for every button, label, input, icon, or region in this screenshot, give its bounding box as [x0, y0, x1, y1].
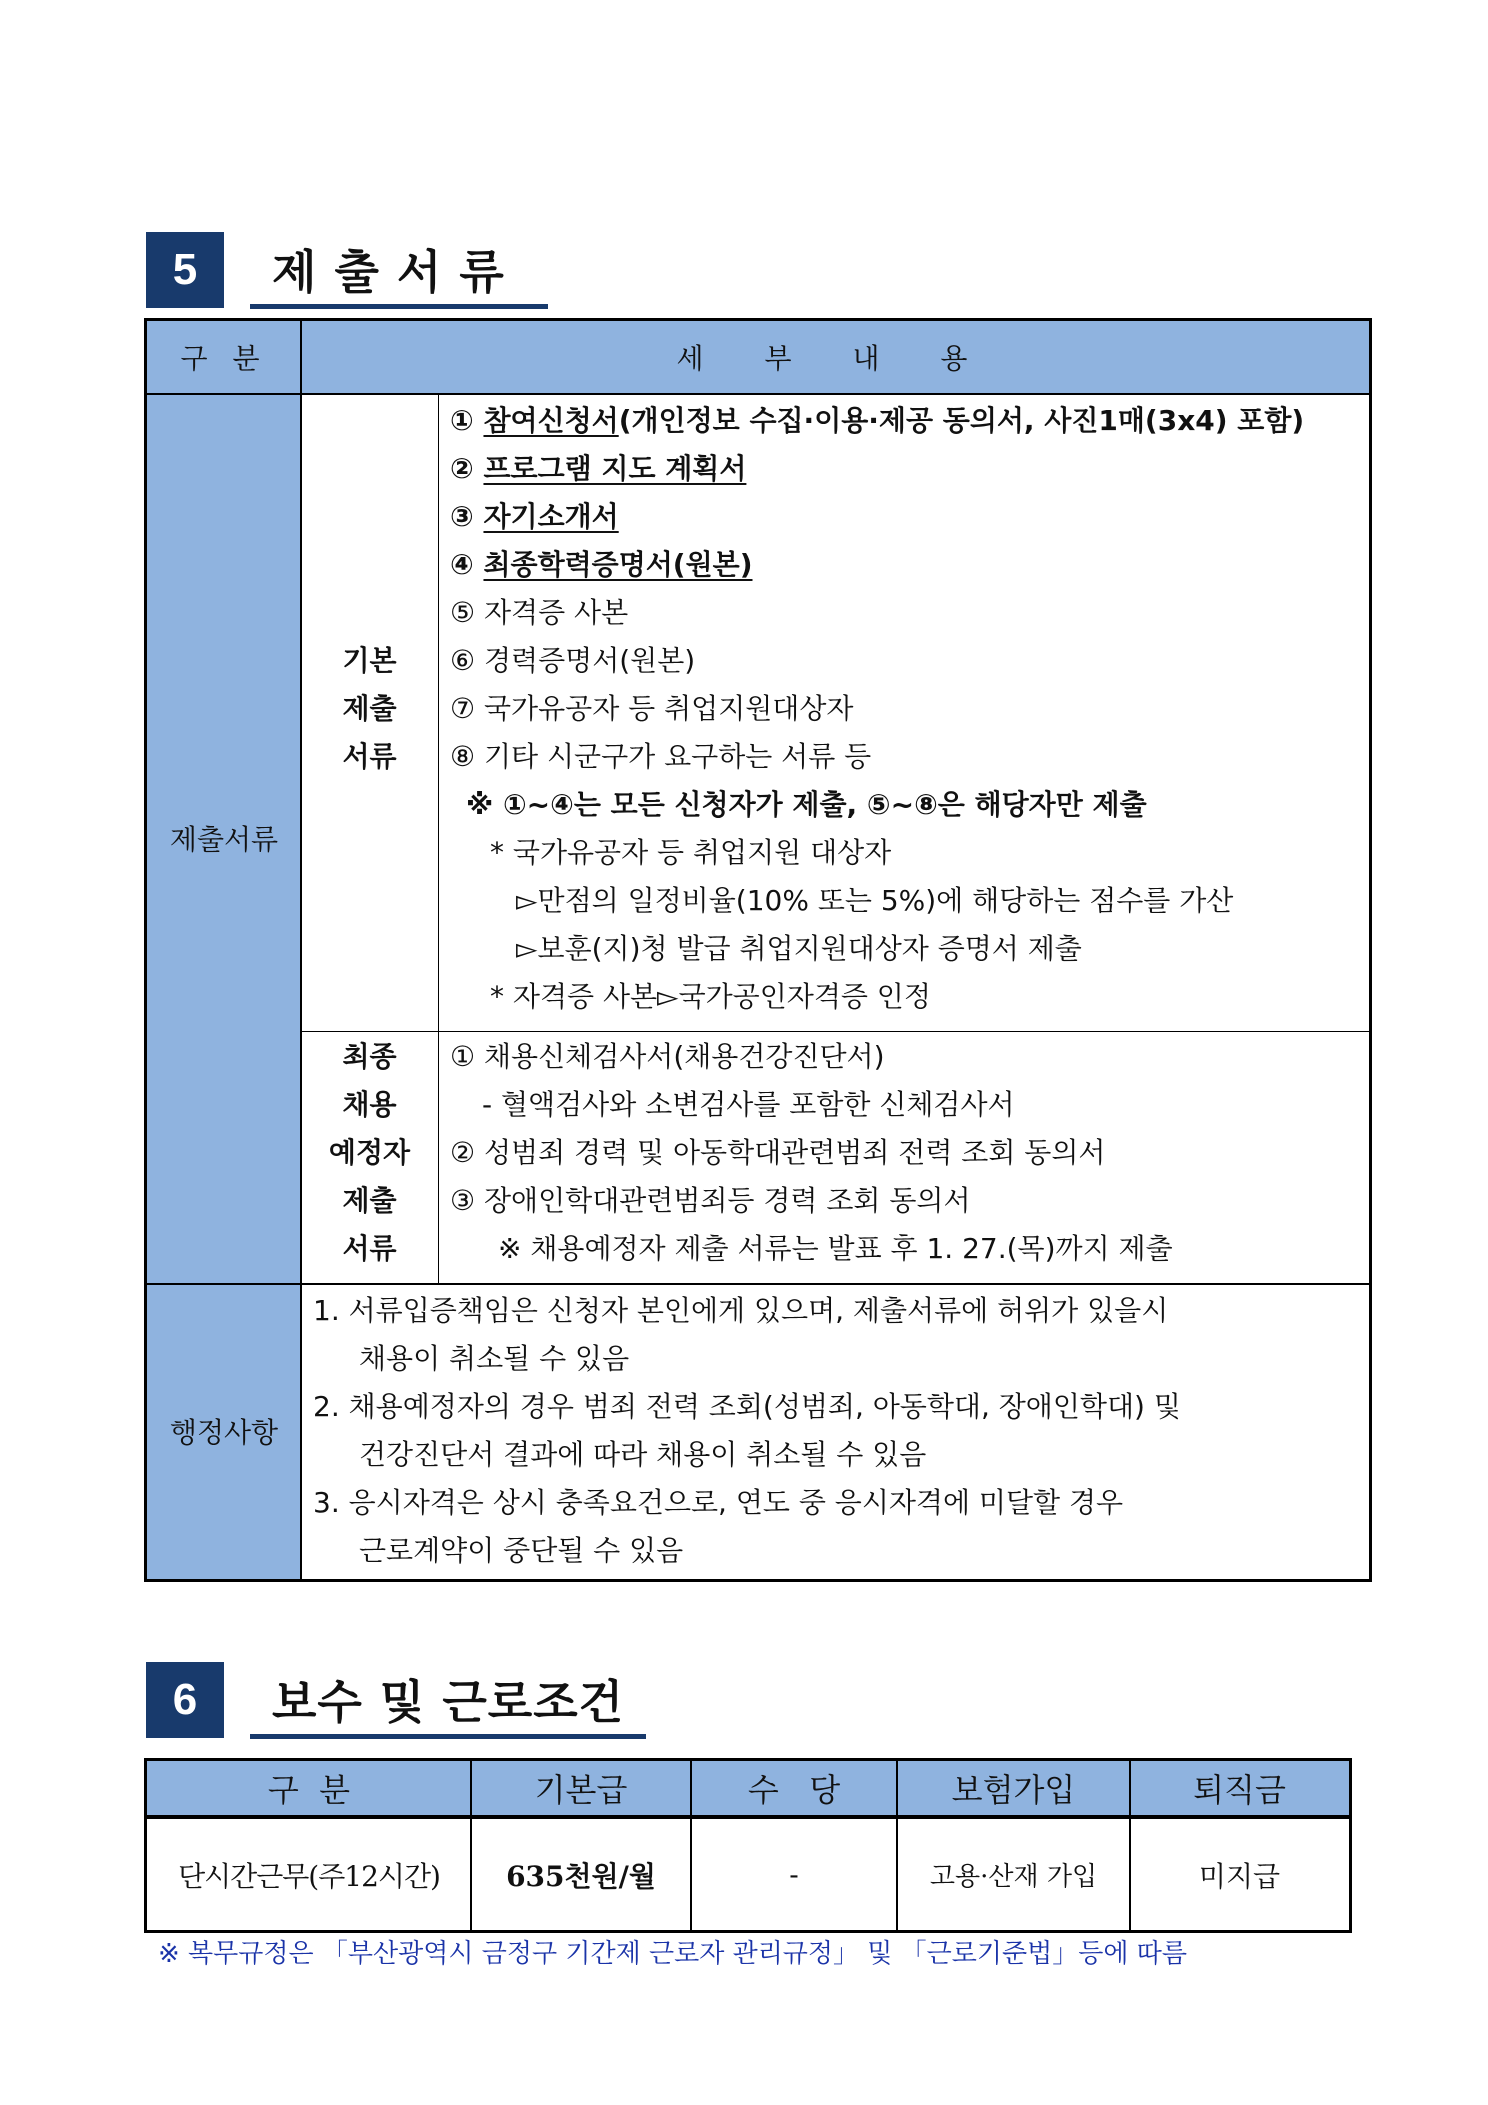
sub-note: ▻보훈(지)청 발급 취업지원대상자 증명서 제출	[516, 932, 1082, 965]
row-label: 제출서류	[169, 823, 279, 856]
header-label: 세 부 내 용	[676, 342, 994, 375]
list-item: - 혈액검사와 소변검사를 포함한 신체검사서	[482, 1088, 1015, 1121]
table-cell: 635천원/월	[506, 1859, 656, 1893]
row-label: 행정사항	[169, 1416, 279, 1449]
label-line: 제출	[342, 1184, 397, 1217]
list-item: ⑥ 경력증명서(원본)	[450, 644, 696, 677]
admin-line: 채용이 취소될 수 있음	[359, 1342, 630, 1375]
header-label: 구 분	[180, 342, 268, 375]
label-line: 채용	[342, 1088, 397, 1121]
admin-notes	[313, 1287, 1181, 1575]
admin-line: 3. 응시자격은 상시 충족요건으로, 연도 중 응시자격에 미달할 경우	[313, 1486, 1124, 1519]
label-line: 제출	[342, 692, 397, 725]
admin-line: 근로계약이 중단될 수 있음	[359, 1534, 684, 1567]
grid-line	[147, 393, 1369, 395]
label-line: 서류	[342, 740, 397, 773]
list-item: ③ 자기소개서	[450, 500, 619, 533]
regulation-note: ※ 복무규정은 「부산광역시 금정구 기간제 근로자 관리규정」 및 「근로기준법」등에 따름	[158, 1939, 1187, 1969]
table-header-detail	[301, 321, 1369, 393]
basic-docs-label	[301, 637, 438, 781]
grid-line	[301, 1031, 1369, 1032]
label-line: 서류	[342, 1232, 397, 1265]
section-title: 제 출 서 류	[272, 245, 505, 299]
list-item: ② 프로그램 지도 계획서	[450, 452, 747, 485]
title-underline	[250, 1734, 646, 1739]
table-header: 구 분	[147, 1761, 471, 1815]
basic-docs-list	[450, 397, 1304, 1021]
list-item: ⑤ 자격증 사본	[450, 596, 629, 629]
grid-line	[300, 321, 302, 1579]
table-cell: 고용·산재 가입	[929, 1862, 1098, 1892]
section-number: 5	[146, 232, 224, 308]
sub-note: ▻만점의 일정비율(10% 또는 5%)에 해당하는 점수를 가산	[516, 884, 1234, 917]
row-label-admin	[147, 1283, 301, 1579]
list-item: ④ 최종학력증명서(원본)	[450, 548, 753, 581]
admin-line: 2. 채용예정자의 경우 범죄 전력 조회(성범죄, 아동학대, 장애인학대) 및	[313, 1390, 1181, 1423]
label-line: 최종	[342, 1040, 397, 1073]
table-header: 보험가입	[897, 1761, 1130, 1815]
final-docs-label	[301, 1033, 438, 1273]
admin-line: 1. 서류입증책임은 신청자 본인에게 있으며, 제출서류에 허위가 있을시	[313, 1294, 1169, 1327]
table-header: 수 당	[691, 1761, 897, 1815]
label-line: 예정자	[328, 1136, 411, 1169]
table-cell: -	[789, 1858, 799, 1891]
note-line: ※ ①~④는 모든 신청자가 제출, ⑤~⑧은 해당자만 제출	[466, 788, 1147, 821]
list-item: ② 성범죄 경력 및 아동학대관련범죄 전력 조회 동의서	[450, 1136, 1106, 1169]
label-line: 기본	[342, 644, 397, 677]
pay-conditions-table	[144, 1758, 1352, 1933]
table-header-category	[147, 321, 301, 393]
list-item: ※ 채용예정자 제출 서류는 발표 후 1. 27.(목)까지 제출	[498, 1232, 1173, 1265]
admin-line: 건강진단서 결과에 따라 채용이 취소될 수 있음	[359, 1438, 927, 1471]
list-item: ① 채용신체검사서(채용건강진단서)	[450, 1040, 885, 1073]
table-cell: 미지급	[1198, 1859, 1281, 1893]
table-header: 기본급	[471, 1761, 691, 1815]
list-item: ⑧ 기타 시군구가 요구하는 서류 등	[450, 740, 872, 773]
submission-documents-table	[144, 318, 1372, 1582]
list-item: ① 참여신청서(개인정보 수집·이용·제공 동의서, 사진1매(3x4) 포함)	[450, 404, 1305, 437]
sub-note: * 국가유공자 등 취업지원 대상자	[490, 836, 892, 869]
grid-line	[147, 1283, 1369, 1285]
row-label-submission	[147, 393, 301, 1283]
table-cell: 단시간근무(주12시간)	[178, 1859, 440, 1893]
table-header: 퇴직금	[1130, 1761, 1349, 1815]
grid-line	[438, 393, 439, 1283]
sub-note: * 자격증 사본▻국가공인자격증 인정	[490, 980, 931, 1013]
section-title: 보수 및 근로조건	[272, 1675, 625, 1729]
list-item: ③ 장애인학대관련범죄등 경력 조회 동의서	[450, 1184, 971, 1217]
section-number: 6	[146, 1662, 224, 1738]
list-item: ⑦ 국가유공자 등 취업지원대상자	[450, 692, 854, 725]
final-docs-list	[450, 1033, 1173, 1273]
title-underline	[250, 304, 548, 309]
